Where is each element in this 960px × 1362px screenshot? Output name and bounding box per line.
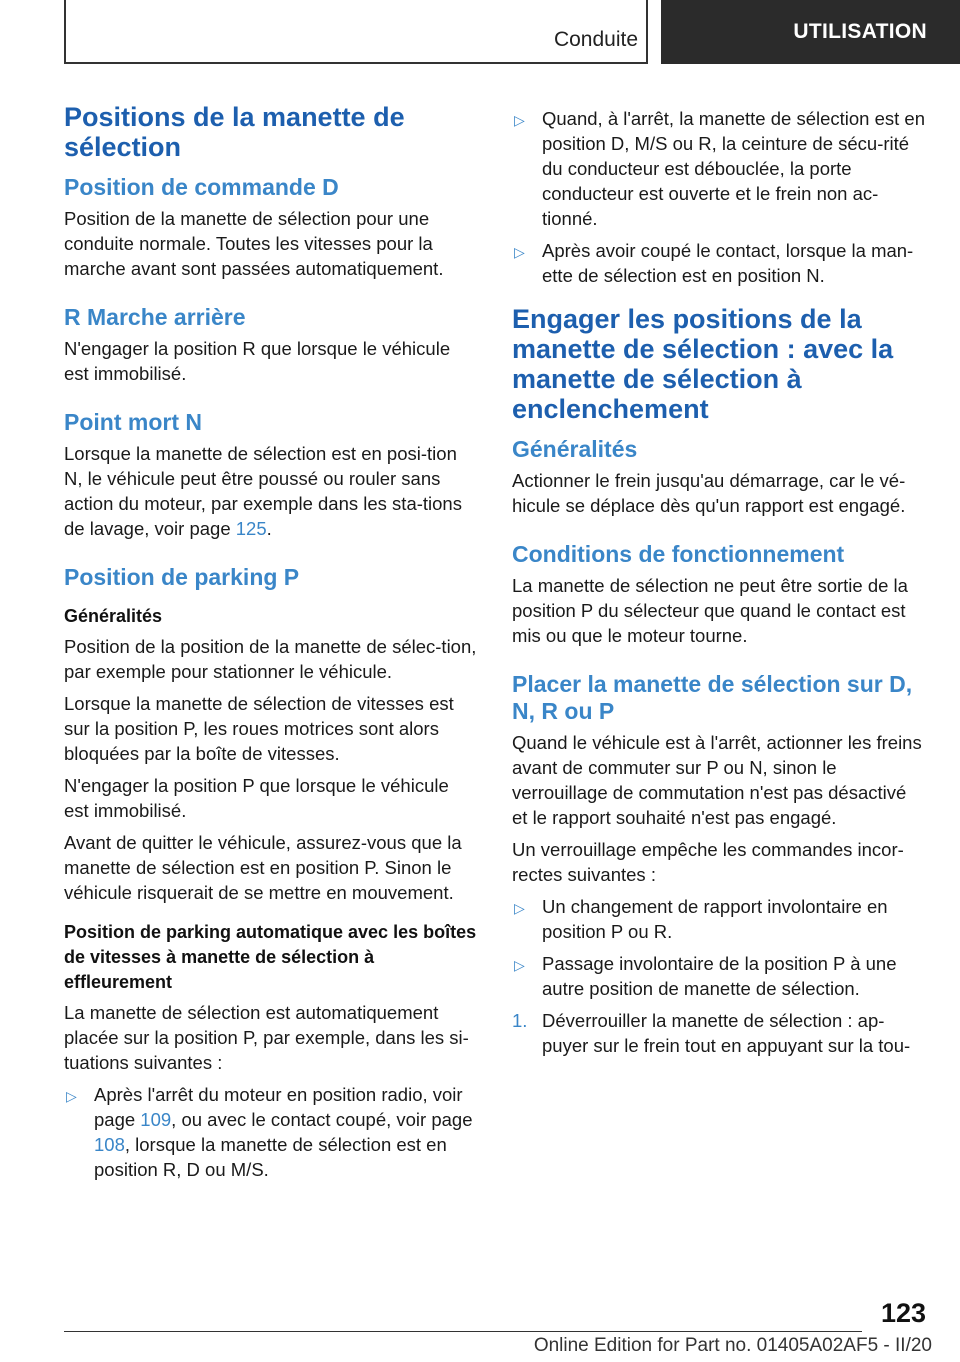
triangle-bullet-icon: ▷ — [514, 957, 525, 973]
bullet-list-auto-park — [64, 1082, 478, 1182]
bullet-list-continued — [512, 106, 926, 288]
paragraph-auto-park: La manette de sélection est automatiquement placée sur la position P, par exemple, dans les si-tuations suivantes : — [64, 1002, 469, 1073]
step-number: 1. — [512, 1010, 528, 1031]
paragraph-conditions: La manette de sélection ne peut être sortie de la position P du sélecteur que quand le contact est mis ou que le moteur tourne. — [512, 575, 908, 646]
heading-position-p: Position de parking P — [64, 564, 300, 590]
left-column — [64, 102, 478, 1190]
paragraph-place-2: Un verrouillage empêche les commandes incor-rectes suivantes : — [512, 839, 904, 885]
chapter-tab[interactable]: UTILISATION — [661, 0, 960, 64]
heading-place-selector: Placer la manette de sélection sur D, N, R ou P — [512, 671, 913, 724]
heading-position-n: Point mort N — [64, 409, 202, 435]
paragraph-general-1: Position de la position de la manette de sélec-tion, par exemple pour stationner le véhicule. — [64, 636, 477, 682]
heading-position-r: R Marche arrière — [64, 304, 246, 330]
triangle-bullet-icon: ▷ — [514, 244, 525, 260]
list-item: ▷ Un changement de rapport involontaire en position P ou R. — [514, 896, 888, 942]
section-title: Conduite — [553, 28, 638, 51]
bullet-list-lock — [512, 894, 926, 1058]
heading-engage-positions: Engager les positions de la manette de sélection : avec la manette de sélection à enclenchement — [512, 304, 894, 424]
triangle-bullet-icon: ▷ — [66, 1088, 77, 1104]
list-item: ▷ Quand, à l'arrêt, la manette de sélection est en position D, M/S ou R, la ceinture de sécu-rité du conducteur est débouclée, la porte conducteur est ouverte et le frein non ac-tionné. — [514, 108, 926, 229]
paragraph-general-3: N'engager la position P que lorsque le véhicule est immobilisé. — [64, 775, 449, 821]
footer-divider — [64, 1331, 862, 1332]
right-column — [512, 106, 926, 1066]
list-item: 1. Déverrouiller la manette de sélection : ap-puyer sur le frein tout en appuyant sur la tou- — [512, 1010, 911, 1056]
heading-position-d: Position de commande D — [64, 174, 339, 200]
paragraph-general-4: Avant de quitter le véhicule, assurez-vous que la manette de sélection est en position P. Sinon le véhicule risquerait de se mettre en mouvement. — [64, 832, 462, 903]
page-link-125[interactable]: 125 — [235, 518, 267, 539]
paragraph-general: Actionner le frein jusqu'au démarrage, car le vé-hicule se déplace dès qu'un rapport est engagé. — [512, 470, 906, 516]
paragraph-place-1: Quand le véhicule est à l'arrêt, actionner les freins avant de commuter sur P ou N, sinon le verrouillage de commutation n'est pas désactivé et le rapport souhaité n'est pas engagé. — [512, 732, 922, 828]
heading-conditions: Conditions de fonctionnement — [512, 541, 845, 567]
subheading-general: Généralités — [64, 606, 163, 626]
list-item: ▷ Après avoir coupé le contact, lorsque la man-ette de sélection est en position N. — [514, 240, 914, 286]
list-item: ▷ Après l'arrêt du moteur en position radio, voir page 109, ou avec le contact coupé, voir page 108, lorsque la manette de sélection est en position R, D ou M/S. — [66, 1084, 473, 1180]
subheading-auto-park: Position de parking automatique avec les boîtes de vitesses à manette de sélection à effleurement — [64, 922, 477, 992]
edition-footer: Online Edition for Part no. 01405A02AF5 - II/20 — [533, 1335, 932, 1356]
paragraph-position-n: Lorsque la manette de sélection est en posi-tion N, le véhicule peut être poussé ou rouler sans action du moteur, par exemple dans les sta-tions de lavage, voir page 125. — [64, 443, 462, 539]
triangle-bullet-icon: ▷ — [514, 900, 525, 916]
heading-selector-positions: Positions de la manette de sélection — [64, 102, 405, 162]
paragraph-position-r: N'engager la position R que lorsque le véhicule est immobilisé. — [64, 338, 451, 384]
list-item: ▷ Passage involontaire de la position P à une autre position de manette de sélection. — [514, 953, 897, 999]
heading-general: Généralités — [512, 436, 638, 462]
page-link-108[interactable]: 108 — [94, 1134, 125, 1155]
paragraph-general-2: Lorsque la manette de sélection de vitesses est sur la position P, les roues motrices sont alors bloquées par la boîte de vitesses. — [64, 693, 454, 764]
page-link-109[interactable]: 109 — [140, 1109, 172, 1130]
paragraph-position-d: Position de la manette de sélection pour une conduite normale. Toutes les vitesses pour la marche avant sont passées automatiquement. — [64, 208, 444, 279]
page-number: 123 — [880, 1298, 926, 1328]
triangle-bullet-icon: ▷ — [514, 112, 525, 128]
